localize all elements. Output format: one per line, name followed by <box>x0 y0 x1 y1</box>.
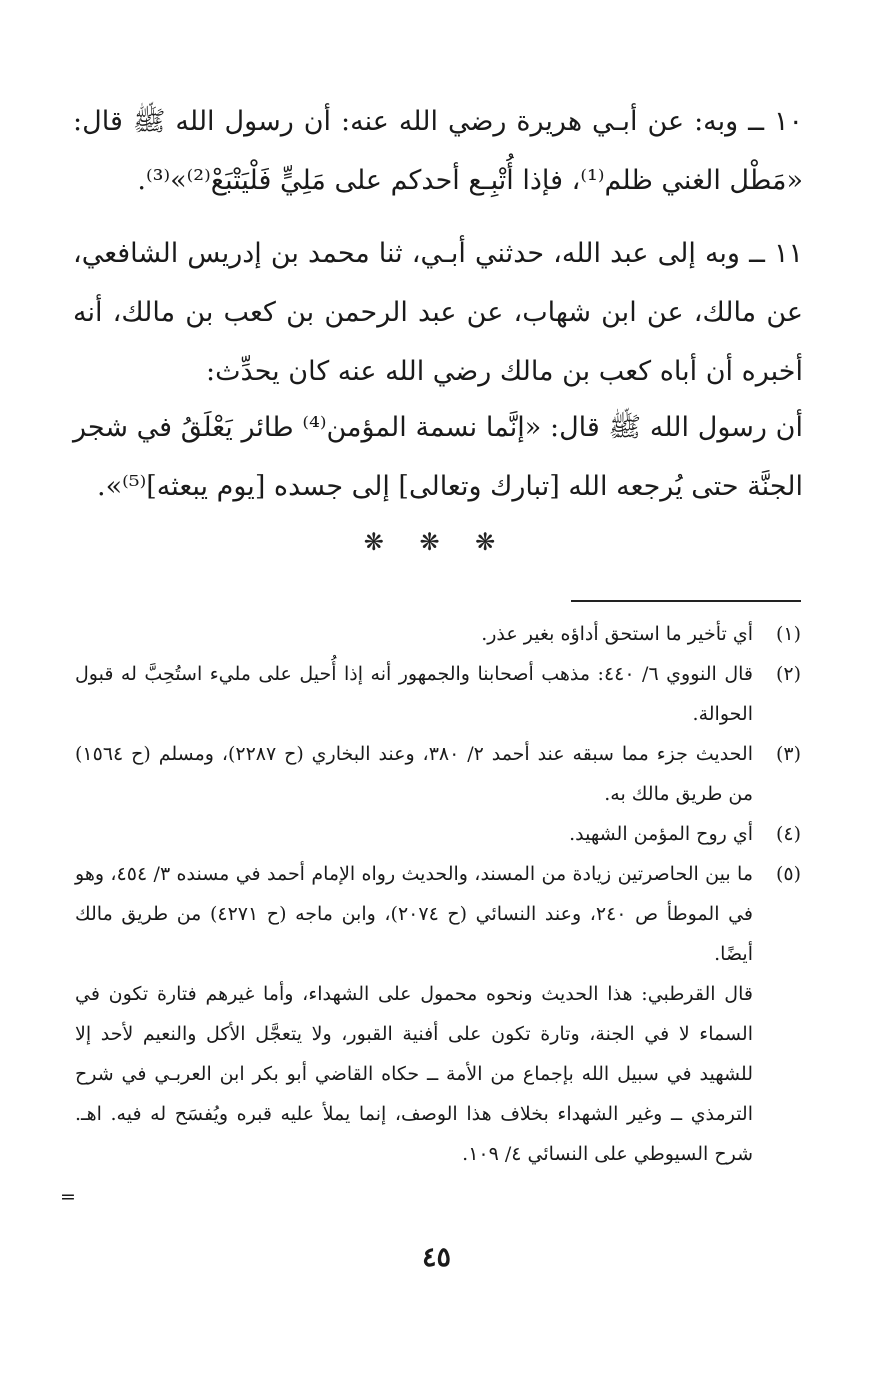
footnote-item <box>75 734 801 814</box>
hadith-11-isnad: ١١ ــ وبه إلى عبد الله، حدثني أبـي، ثنا محمد بن إدريس الشافعي، عن مالك، عن ابن شهاب، عن عبد الرحمن بن كعب بن مالك، أنه أخبره أن أباه كعب بن مالك رضي الله عنه كان يحدِّث: <box>73 238 803 387</box>
footnote-divider <box>571 600 801 602</box>
footnote-text: ما بين الحاصرتين زيادة من المسند، والحديث رواه الإمام أحمد في مسنده ٣/ ٤٥٤، وهو في الموطأ ص ٢٤٠، وعند النسائي (ح ٢٠٧٤)، وابن ماجه (ح ٤٢٧١) من طريق مالك أيضًا. <box>75 863 754 965</box>
footnote-number: (٤) <box>775 823 801 845</box>
footnote-item <box>75 854 801 1174</box>
footnote-text: الحديث جزء مما سبقه عند أحمد ٢/ ٣٨٠، وعند البخاري (ح ٢٢٨٧)، ومسلم (ح ١٥٦٤) من طريق مالك به. <box>75 743 753 805</box>
footnote-number: (٥) <box>775 863 801 885</box>
footnote-number: (١) <box>775 623 801 645</box>
footnotes-list <box>75 614 801 1174</box>
page-number: ٤٥ <box>421 1242 451 1273</box>
footnote-commentary: قال القرطبي: هذا الحديث ونحوه محمول على الشهداء، وأما غيرهم فتارة تكون في السماء لا في الجنة، وتارة تكون على أفنية القبور، ولا يتعجَّل الأكل والنعيم لأحد إلا للشهيد في سبيل الله بإجماع من الأمة ــ حكاه القاضي أبو بكر ابن العربـي في شرح الترمذي ــ وغير الشهداء بخلاف هذا الوصف، إنما يملأ عليه قبره ويُفسَح له فيه. اهـ. شرح السيوطي على النسائي ٤/ ١٠٩. <box>75 983 753 1165</box>
footnote-item <box>75 814 801 854</box>
continuation-mark: = <box>60 1186 76 1208</box>
footnote-number: (٣) <box>775 743 801 765</box>
footnote-text: أي تأخير ما استحق أداؤه بغير عذر. <box>481 623 753 645</box>
footnote-item <box>75 654 801 734</box>
hadith-11-matn: أن رسول الله ﷺ قال: «إنَّما نسمة المؤمن⁽⁴⁾ طائر يَعْلَقُ في شجر الجنَّة حتى يُرجعه الله [تبارك وتعالى] إلى جسده [يوم يبعثه]⁽⁵⁾». <box>73 412 804 502</box>
hadith-10-paragraph: ١٠ ــ وبه: عن أبـي هريرة رضي الله عنه: أن رسول الله ﷺ قال: «مَطْل الغني ظلم⁽¹⁾، فإذا أُتْبِـع أحدكم على مَلِيٍّ فَلْيَتْبَعْ⁽²⁾»⁽³⁾. <box>73 106 803 196</box>
footnote-text: قال النووي ٦/ ٤٤٠: مذهب أصحابنا والجمهور أنه إذا أُحيل على مليء استُحِبَّ له قبول الحوالة. <box>75 663 753 725</box>
section-separator-stars: ❋ ❋ ❋ <box>363 528 510 556</box>
footnote-item <box>75 614 801 654</box>
footnote-text: أي روح المؤمن الشهيد. <box>569 823 753 845</box>
footnote-number: (٢) <box>775 663 801 685</box>
